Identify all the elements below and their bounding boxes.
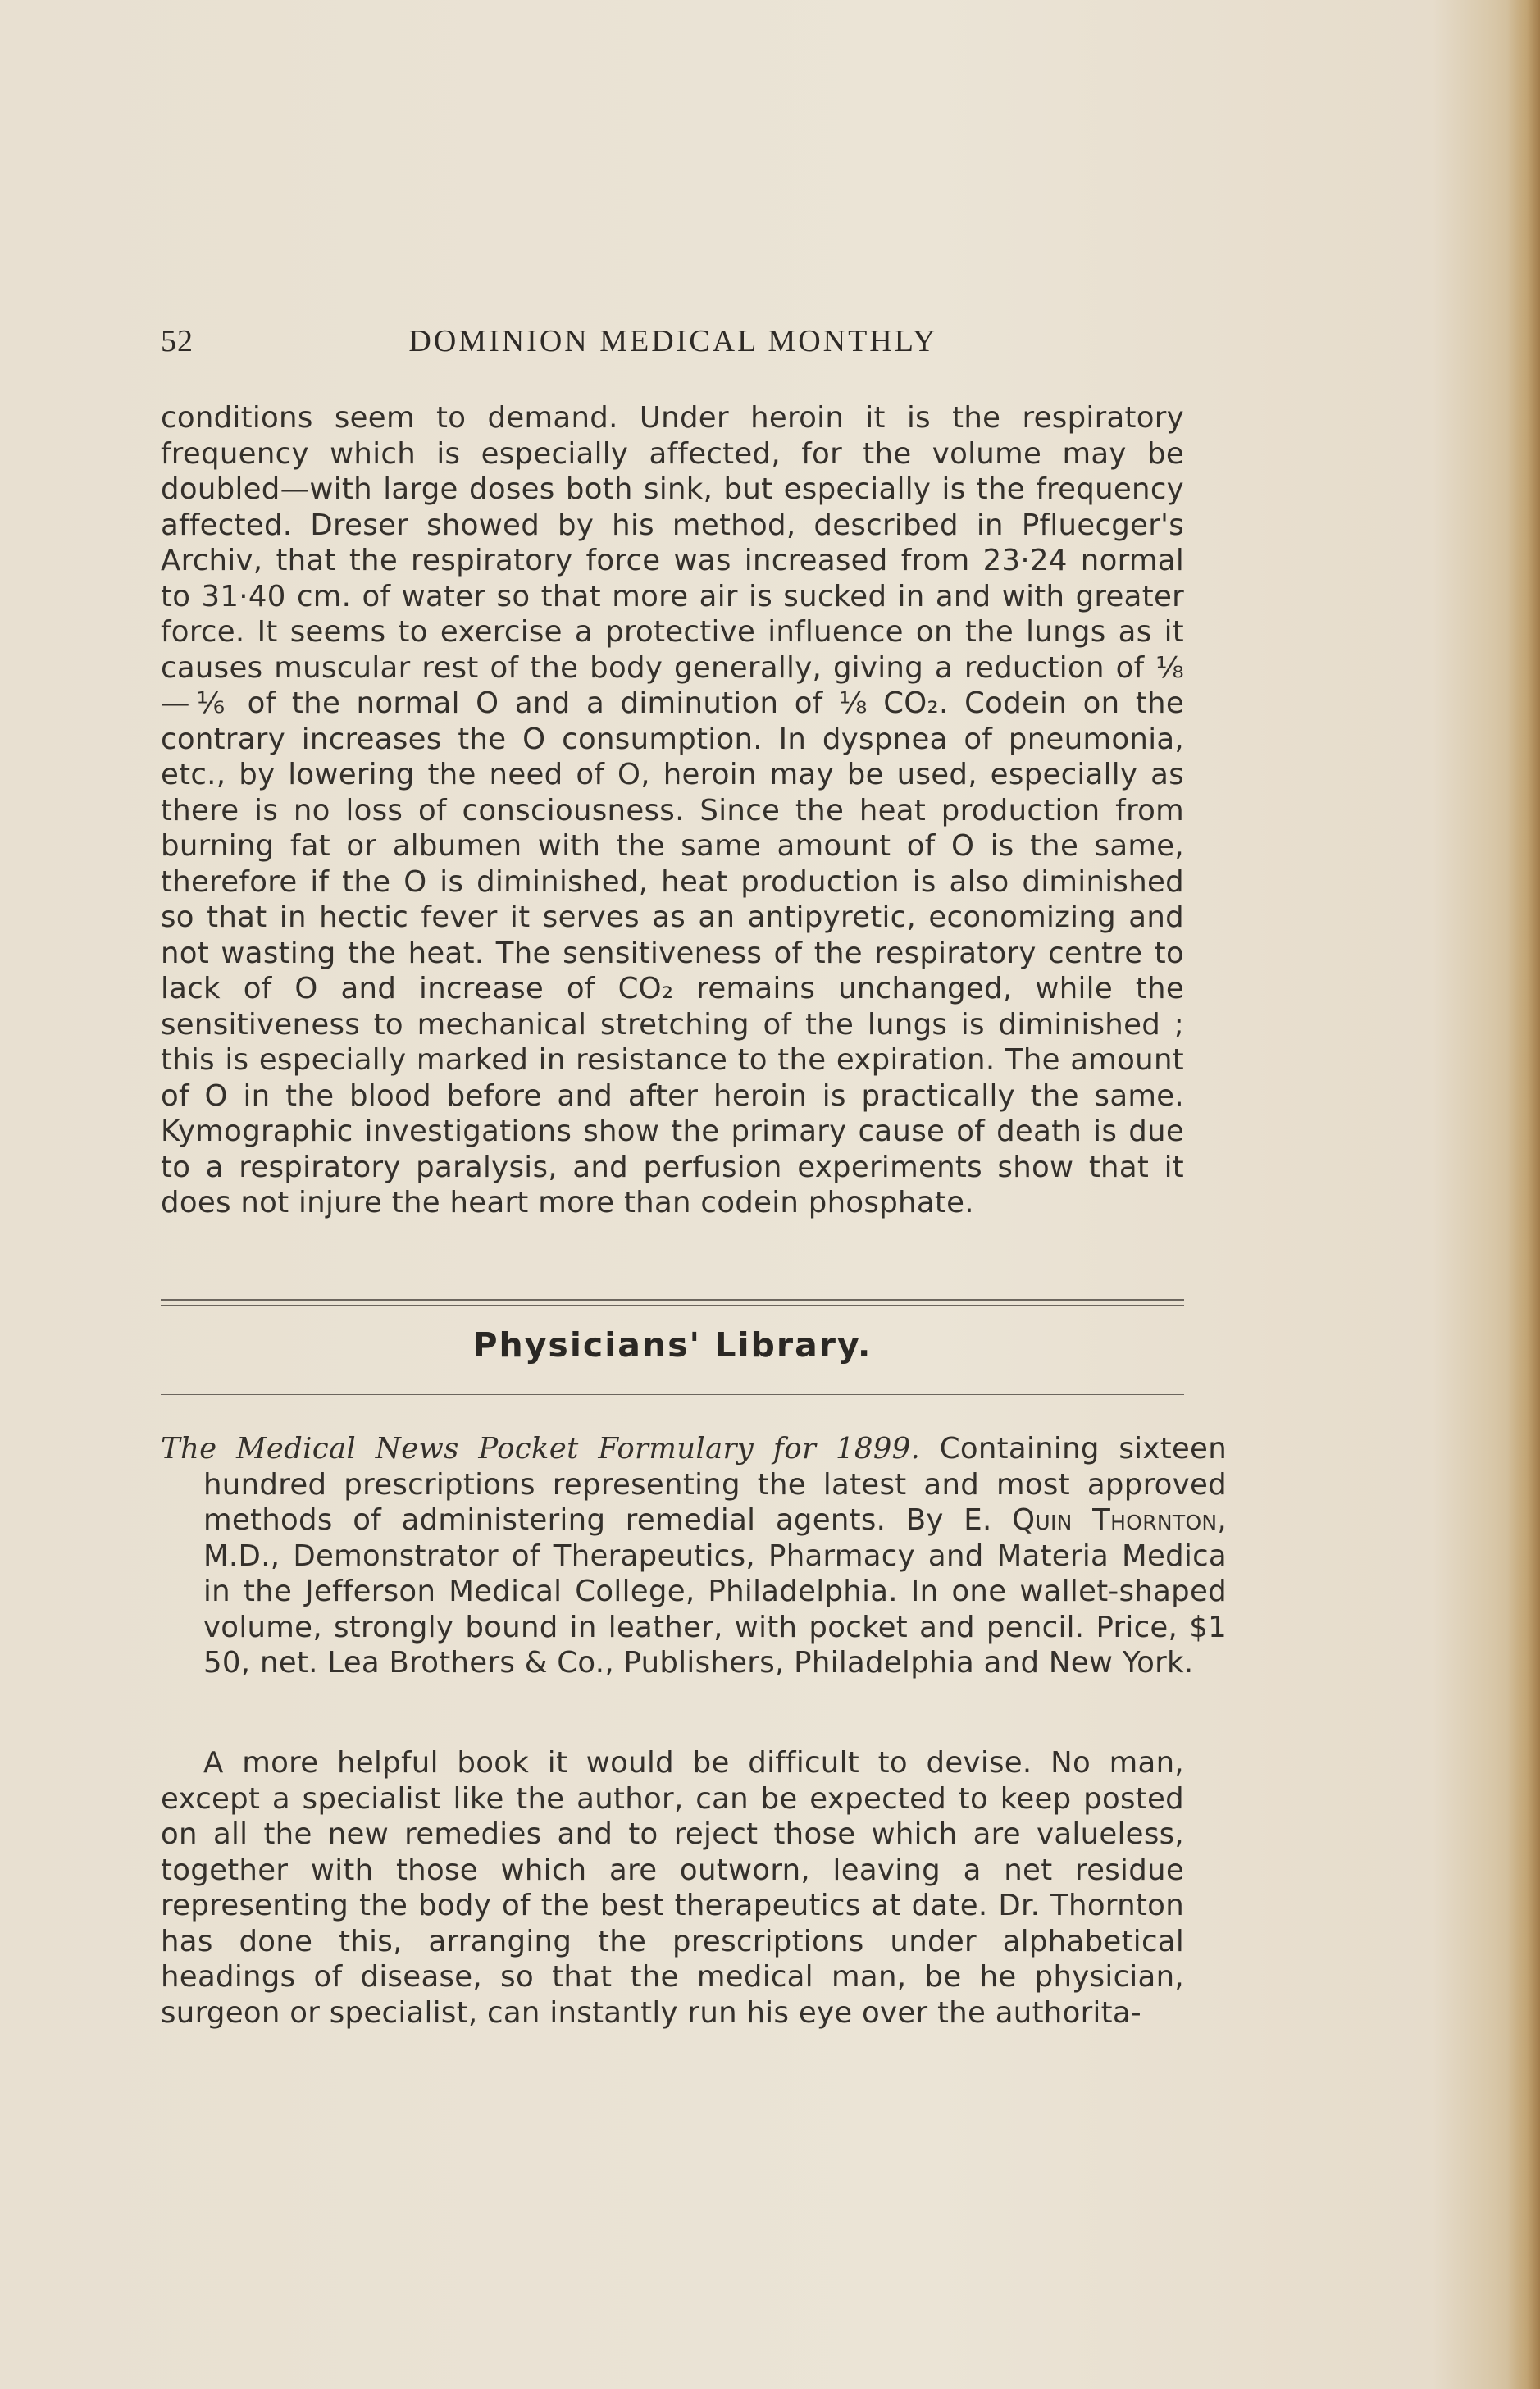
section-heading: Physicians' Library.	[472, 1325, 873, 1365]
article-paragraph-text: conditions seem to demand. Under heroin it is the respiratory frequency which is especially affected, for the volume may be doubled—with large doses both sink, but especially is the frequency affected. Dreser showed by his method, described in Pfluecger's Archiv, that the respiratory force was increased from 23·24 normal to 31·40 cm. of water so that more air is sucked in and with greater force. It seems to exercise a protective influence on the lungs as it causes muscular rest of the body generally, giving a reduction of ⅛—⅙ of the normal O and a diminution of ⅛ CO₂. Codein on the contrary increases the O consumption. In dyspnea of pneumonia, etc., by lowering the need of O, heroin may be used, especially as there is no loss of consciousness. Since the heat production from burning fat or albumen with the same amount of O is the same, therefore if the O is diminished, heat production is also diminished so that in hectic fever it serves as an antipyretic, economizing and not wasting the heat. The sensitiveness of the respiratory centre to lack of O and increase of CO₂ remains unchanged, while the sensitiveness to mechanical stretching of the lungs is diminished ; this is especially marked in resistance to the expiration. The amount of O in the blood before and after heroin is practically the same. Kymographic investigations show the primary cause of death is due to a respiratory paralysis, and perfusion experiments show that it does not injure the heart more than codein phosphate.	[161, 401, 1184, 1220]
book-title-text: The Medical News Pocket Formulary for 1899.	[161, 1432, 921, 1466]
running-head	[161, 323, 1186, 369]
section-divider-top-thin	[161, 1305, 1184, 1306]
citation-text-2: , M.D., Demonstrator of Therapeutics, Pharmacy and Materia Medica in the Jefferson Medical College, Philadelphia. In one wallet-shaped volume, strongly bound in leather, with pocket and pencil. Price, $1 50, net. Lea Brothers & Co., Publishers, Philadelphia and New York.	[203, 1503, 1228, 1680]
section-divider-top	[161, 1299, 1184, 1301]
page-edge-shadow	[1507, 0, 1540, 2389]
section-divider-bottom	[161, 1394, 1184, 1395]
page-number: 52	[161, 324, 194, 358]
author-name: E. Quin Thornton	[964, 1503, 1218, 1537]
review-body-text: A more helpful book it would be difficult to devise. No man, except a specialist like the author, can be expected to keep posted on all the new remedies and to reject those which are valueless, together with those which are outworn, leaving a net residue representing the body of the best therapeutics at date. Dr. Thornton has done this, arranging the prescriptions under alphabetical headings of disease, so that the medical man, be he physician, surgeon or specialist, can instantly run his eye over the authorita-	[161, 1746, 1184, 2030]
review-body	[161, 1745, 1184, 2031]
book-citation	[161, 1431, 1227, 1681]
journal-title: DOMINION MEDICAL MONTHLY	[408, 324, 938, 358]
citation-text-1: Containing sixteen hundred prescriptions representing the latest and most approved methods of administering remedial agents. By	[203, 1432, 1227, 1537]
book-title	[161, 1432, 920, 1466]
article-paragraph	[161, 400, 1184, 1221]
